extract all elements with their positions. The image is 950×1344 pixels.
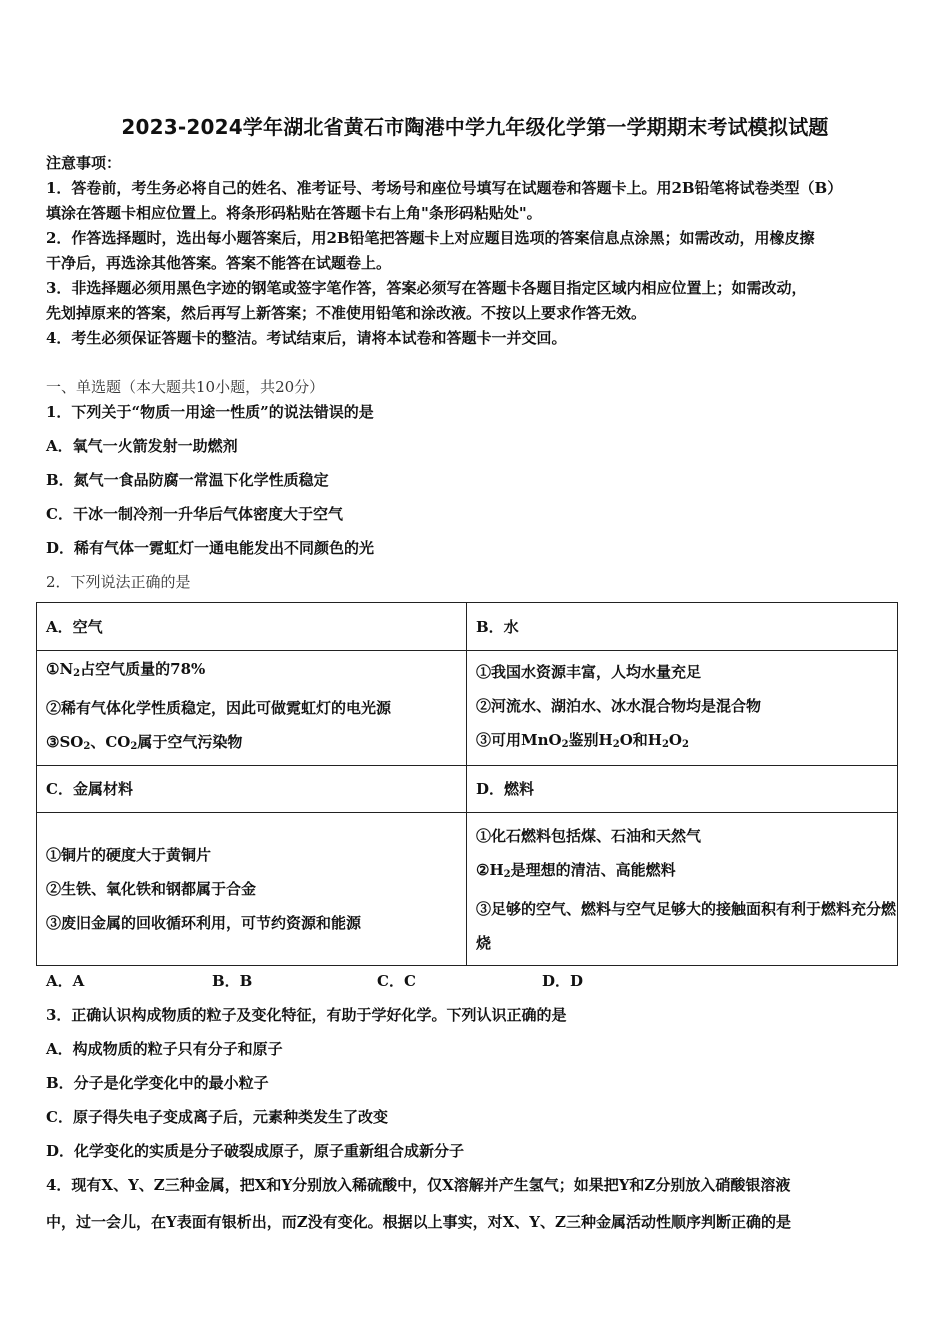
q2-stem: 2．下列说法正确的是 [46, 573, 191, 591]
q2-a-header [37, 603, 467, 651]
q4-stem-line-2: 中，过一会儿，在Y表面有银析出，而Z没有变化。根据以上事实，对X、Y、Z三种金属活动性顺序判断正确的是 [46, 1213, 791, 1231]
q2-d-item-3: ③足够的空气、燃料与空气足够大的接触面积有利于燃料充分燃烧 [476, 899, 897, 952]
q1-option-d: D．稀有气体一霓虹灯一通电能发出不同颜色的光 [46, 539, 375, 557]
notice-line-6: 先划掉原来的答案，然后再写上新答案；不准使用铅笔和涂改液。不按以上要求作答无效。 [46, 304, 647, 322]
q2-d-item-1: ①化石燃料包括煤、石油和天然气 [476, 826, 702, 845]
notice-line-4: 干净后，再选涂其他答案。答案不能答在试题卷上。 [46, 254, 392, 272]
q1-option-b: B．氮气一食品防腐一常温下化学性质稳定 [46, 471, 329, 489]
section-heading: 一、单选题（本大题共10小题，共20分） [46, 378, 325, 396]
q2-option-b: B．B [212, 972, 253, 990]
q2-c-item-1: ①铜片的硬度大于黄铜片 [46, 846, 212, 864]
q1-option-a: A．氧气一火箭发射一助燃剂 [46, 437, 238, 455]
q4-stem-line-1: 4．现有X、Y、Z三种金属，把X和Y分别放入稀硫酸中，仅X溶解并产生氢气；如果把Y和Z分别放入硝酸银溶液 [46, 1176, 791, 1194]
q2-a-item-1: $①N_2$占空气质量的78% [46, 660, 206, 679]
q2-c-header [37, 766, 467, 813]
q3-option-c: C．原子得失电子变成离子后，元素种类发生了改变 [46, 1108, 388, 1126]
q1-stem: 1．下列关于“物质一用途一性质”的说法错误的是 [46, 403, 374, 421]
q3-option-a: A．构成物质的粒子只有分子和原子 [46, 1040, 283, 1058]
q2-b-header [467, 603, 898, 651]
q2-d-item-2: $②H_2$是理想的清洁、高能燃料 [476, 860, 676, 880]
q2-d-header-text: D．燃料 [476, 780, 535, 798]
q2-option-a: A．A [46, 972, 85, 990]
q2-d-content [467, 813, 898, 966]
q2-b-item-2: ②河流水、湖泊水、冰水混合物均是混合物 [476, 696, 762, 715]
notice-heading: 注意事项： [46, 154, 122, 172]
q3-option-b: B．分子是化学变化中的最小粒子 [46, 1074, 269, 1092]
q2-b-item-1: ①我国水资源丰富，人均水量充足 [476, 662, 702, 681]
notice-line-3: 2．作答选择题时，选出每小题答案后，用2B铅笔把答题卡上对应题目选项的答案信息点涂黑；如需改动，用橡皮擦 [46, 229, 815, 247]
q2-b-header-text: B．水 [476, 617, 519, 636]
q2-table [36, 602, 898, 966]
q2-a-content [37, 651, 467, 766]
q2-c-header-text: C．金属材料 [46, 780, 133, 798]
q2-a-header-text: A．空气 [46, 617, 103, 636]
q2-a-item-2: ②稀有气体化学性质稳定，因此可做霓虹灯的电光源 [46, 699, 392, 717]
q2-d-header [467, 766, 898, 813]
notice-line-5: 3．非选择题必须用黑色字迹的钢笔或签字笔作答，答案必须写在答题卡各题目指定区域内相应位置上；如需改动， [46, 279, 807, 297]
q3-option-d: D．化学变化的实质是分子破裂成原子，原子重新组合成新分子 [46, 1142, 465, 1160]
q2-option-c: C．C [377, 972, 416, 990]
q2-b-content [467, 651, 898, 766]
q1-option-c: C．干冰一制冷剂一升华后气体密度大于空气 [46, 505, 343, 523]
notice-line-1: 1．答卷前，考生务必将自己的姓名、准考证号、考场号和座位号填写在试题卷和答题卡上。用2B铅笔将试卷类型（B） [46, 179, 843, 197]
q2-option-d: D．D [542, 972, 584, 990]
q2-c-item-2: ②生铁、氧化铁和钢都属于合金 [46, 880, 257, 898]
page-title: 2023-2024学年湖北省黄石市陶港中学九年级化学第一学期期末考试模拟试题 [121, 115, 829, 139]
notice-line-7: 4．考生必须保证答题卡的整洁。考试结束后，请将本试卷和答题卡一并交回。 [46, 329, 567, 347]
q2-c-content [37, 813, 467, 966]
q2-a-item-3: $③SO_2$、$CO_2$属于空气污染物 [46, 733, 243, 752]
q2-c-item-3: ③废旧金属的回收循环利用，可节约资源和能源 [46, 914, 362, 932]
q3-stem: 3．正确认识构成物质的粒子及变化特征，有助于学好化学。下列认识正确的是 [46, 1006, 567, 1024]
notice-line-2: 填涂在答题卡相应位置上。将条形码粘贴在答题卡右上角"条形码粘贴处"。 [46, 204, 542, 222]
q2-b-item-3: ③可用MnO$_2$鉴别$H_2O$和$H_2O_2$ [476, 730, 689, 750]
